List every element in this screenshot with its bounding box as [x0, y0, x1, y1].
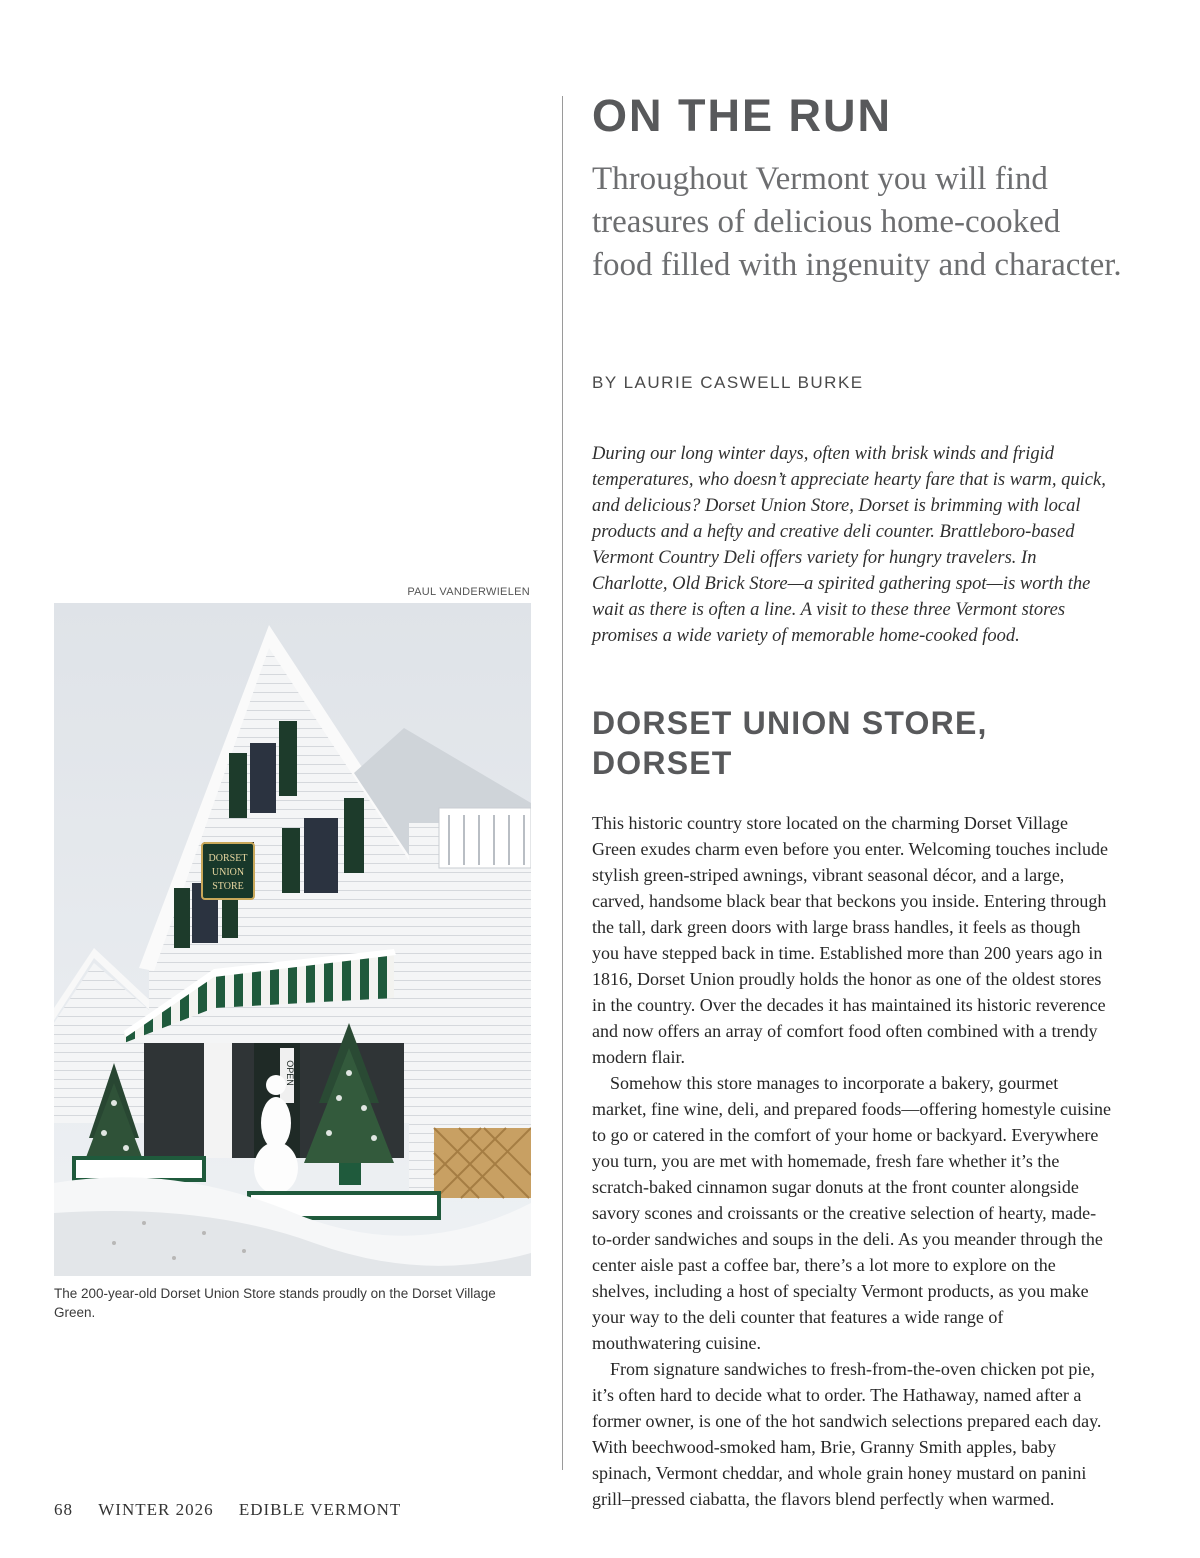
- publication-name: EDIBLE VERMONT: [238, 1500, 402, 1519]
- issue-label: WINTER 2026: [98, 1500, 214, 1519]
- article-kicker: ON THE RUN: [592, 90, 892, 141]
- sign-line: DORSET: [208, 853, 248, 864]
- body-paragraph: This historic country store located on the charming Dorset Village Green exudes charm even before you enter. Welcoming touches include stylish green-striped awnings, vibrant seasonal décor, and a large, carved, handsome black bear that beckons you inside. Entering through the tall, dark green doors with large brass handles, it feels as though you have stepped back in time. Established more than 200 years ago in 1816, Dorset Union proudly holds the honor as one of the oldest stores in the country. Over the decades it has maintained its historic reverence and now offers an array of comfort food often combined with a trendy modern flair.: [592, 812, 1109, 1067]
- article-intro: During our long winter days, often with brisk winds and frigid temperatures, who doesn’t appreciate hearty fare that is warm, quick, and delicious? Dorset Union Store, Dorset is brimming with local products and a hefty and creative deli counter. Brattleboro-based Vermont Country Deli offers variety for hungry travelers. In Charlotte, Old Brick Store—a spirited gathering spot—is worth the wait as there is often a line. A visit to these three Vermont stores promises a wide variety of memorable home-cooked food.: [592, 444, 1106, 646]
- sign-line: STORE: [212, 881, 244, 892]
- article-body: [592, 810, 1112, 1512]
- page-footer: [54, 1500, 401, 1520]
- article-column: [592, 88, 1132, 1512]
- photo-caption: The 200-year-old Dorset Union Store stands proudly on the Dorset Village Green.: [54, 1286, 496, 1320]
- sign-line: UNION: [211, 867, 245, 878]
- store-photo: [54, 603, 531, 1276]
- column-divider: [562, 96, 563, 1470]
- section-heading: DORSET UNION STORE, DORSET: [592, 705, 988, 781]
- store-illustration: [54, 603, 531, 1276]
- article-byline: BY LAURIE CASWELL BURKE: [592, 373, 864, 392]
- page-number: 68: [54, 1500, 73, 1519]
- body-paragraph: From signature sandwiches to fresh-from-the-oven chicken pot pie, it’s often hard to decide what to order. The Hathaway, named after a former owner, is one of the hot sandwich selections prepared each day. With beechwood-smoked ham, Brie, Granny Smith apples, baby spinach, Vermont cheddar, and whole grain honey mustard on panini grill–pressed ciabatta, the flavors blend perfectly when warmed.: [592, 1358, 1102, 1509]
- photo-credit: PAUL VANDERWIELEN: [407, 586, 530, 598]
- body-paragraph: Somehow this store manages to incorporate a bakery, gourmet market, fine wine, deli, and prepared foods—offering homestyle cuisine to go or catered in the comfort of your home or backyard. Everywhere you turn, you are met with homemade, fresh fare whether it’s the scratch-baked cinnamon sugar donuts at the front counter alongside savory scones and croissants or the creative selection of hearty, made-to-order sandwiches and soups in the deli. As you meander through the center aisle past a coffee bar, there’s a lot more to explore on the shelves, including a host of specialty Vermont products, as you make your way to the deli counter that features a wide range of mouthwatering cuisine.: [592, 1072, 1112, 1353]
- door-open-sign: OPEN: [285, 1060, 295, 1086]
- article-dek: Throughout Vermont you will find treasures of delicious home-cooked food filled with ingenuity and character.: [592, 161, 1122, 283]
